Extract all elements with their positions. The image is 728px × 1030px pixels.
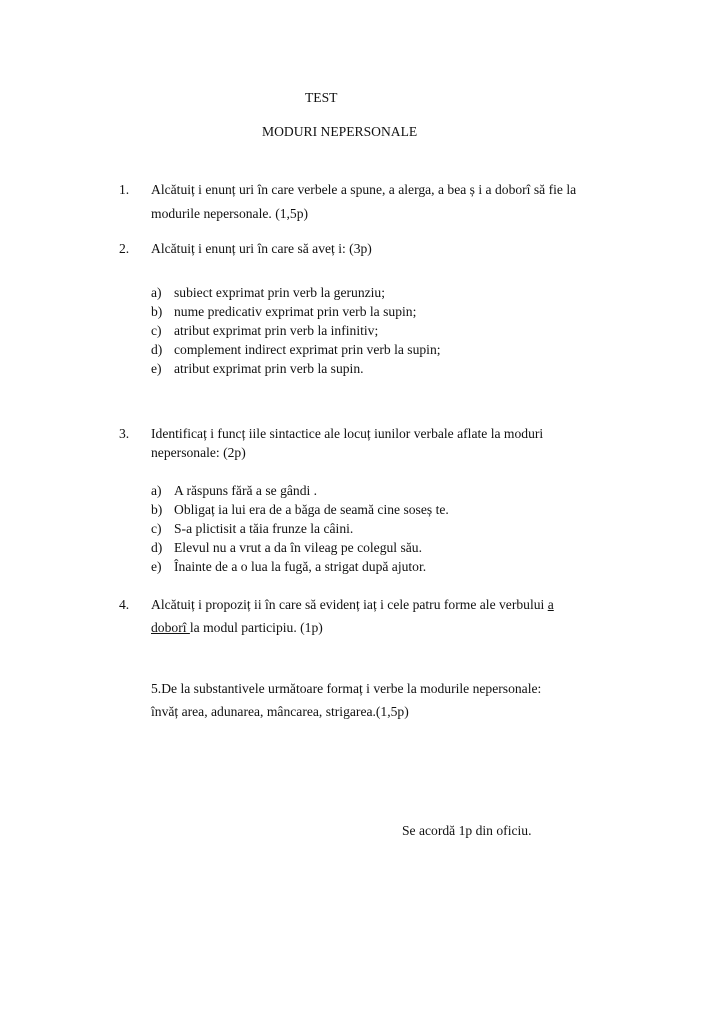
question-3-item-d: Elevul nu a vrut a da în vileag pe colegul său.	[174, 540, 423, 555]
footer-note: Se acordă 1p din oficiu.	[402, 823, 532, 838]
question-2-item-d: complement indirect exprimat prin verb la supin;	[174, 342, 441, 357]
question-3-item-a: A răspuns fără a se gândi .	[174, 483, 318, 498]
page-title: TEST	[305, 90, 338, 105]
question-3-line-2: nepersonale: (2p)	[151, 445, 246, 460]
question-3-item-e-letter: e)	[151, 559, 162, 574]
question-3-item-b-letter: b)	[151, 502, 163, 517]
question-4-line-1-text: Alcătuiț i propoziț ii în care să evidenț iaț i cele patru forme ale verbului	[151, 597, 548, 612]
question-1-number: 1.	[119, 182, 130, 197]
question-2-item-a: subiect exprimat prin verb la gerunziu;	[174, 285, 386, 300]
question-3-item-b: Obligaț ia lui era de a băga de seamă cine soseș te.	[174, 502, 449, 517]
question-4-line-2	[151, 619, 323, 636]
question-2-item-b-letter: b)	[151, 304, 163, 319]
question-3-item-e: Înainte de a o lua la fugă, a strigat după ajutor.	[174, 559, 427, 574]
question-2-item-e: atribut exprimat prin verb la supin.	[174, 361, 364, 376]
question-4-underlined-a: a	[547, 597, 554, 612]
question-2-item-c: atribut exprimat prin verb la infinitiv;	[174, 323, 379, 338]
question-5-line-2: învăț area, adunarea, mâncarea, strigarea.(1,5p)	[151, 704, 409, 719]
page-subtitle: MODURI NEPERSONALE	[262, 124, 418, 139]
question-2-item-e-letter: e)	[151, 361, 162, 376]
question-1-line-2: modurile nepersonale. (1,5p)	[151, 206, 309, 221]
question-2-item-a-letter: a)	[151, 285, 162, 300]
question-3-number: 3.	[119, 426, 130, 441]
question-4-number: 4.	[119, 597, 130, 612]
question-2-item-d-letter: d)	[151, 342, 163, 357]
question-2-item-b: nume predicativ exprimat prin verb la supin;	[174, 304, 417, 319]
question-4-line-1	[151, 596, 554, 613]
question-1-line-1: Alcătuiț i enunț uri în care verbele a spune, a alerga, a bea ș i a doborî să fie la	[151, 182, 577, 197]
question-4-line-2-text: la modul participiu. (1p)	[189, 620, 323, 635]
question-4-underlined-doborî: doborî	[151, 620, 190, 635]
question-3-item-d-letter: d)	[151, 540, 163, 555]
question-2-item-c-letter: c)	[151, 323, 162, 338]
question-3-item-a-letter: a)	[151, 483, 162, 498]
question-2-number: 2.	[119, 241, 130, 256]
question-3-item-c: S-a plictisit a tăia frunze la câini.	[174, 521, 354, 536]
question-5-line-1: 5.De la substantivele următoare formaț i verbe la modurile nepersonale:	[151, 681, 542, 696]
question-2-line-1: Alcătuiț i enunț uri în care să aveț i: (3p)	[151, 241, 372, 256]
question-3-line-1: Identificaț i funcț iile sintactice ale locuț iunilor verbale aflate la moduri	[151, 426, 544, 441]
question-3-item-c-letter: c)	[151, 521, 162, 536]
